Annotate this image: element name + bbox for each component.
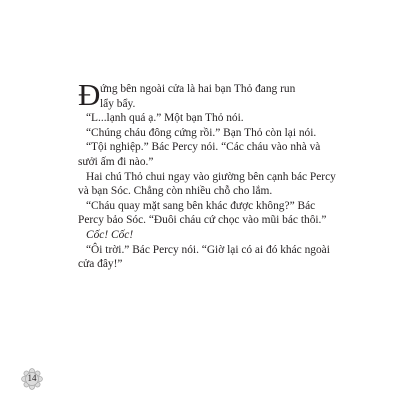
paragraph: “Ôi trời.” Bác Percy nói. “Giờ lại có ai đó khác ngoài cửa đây!” — [78, 243, 330, 271]
paragraph: “Cháu quay mặt sang bên khác được không?” Bác Percy bảo Sóc. “Đuôi cháu cứ chọc vào mũi bác thôi.” — [78, 199, 327, 227]
paragraph: “Chúng cháu đông cứng rồi.” Bạn Thỏ còn lại nói. — [86, 126, 317, 139]
drop-cap: Đ — [78, 77, 101, 112]
page-number: 14 — [27, 373, 37, 383]
story-text — [78, 77, 340, 272]
paragraph: Hai chú Thỏ chui ngay vào giường bên cạnh bác Percy và bạn Sóc. Chẳng còn nhiều chỗ cho lắm. — [78, 170, 336, 198]
knock-sound: Cốc! Cốc! — [86, 228, 134, 241]
page-number-badge — [21, 368, 43, 390]
opening-paragraph — [78, 77, 340, 112]
opening-line-continued: lẩy bẩy. — [100, 97, 136, 110]
opening-line: ứng bên ngoài cửa là hai bạn Thỏ đang run — [100, 83, 296, 95]
paragraph: “L...lạnh quá ạ.” Một bạn Thỏ nói. — [86, 112, 244, 125]
paragraph: “Tội nghiệp.” Bác Percy nói. “Các cháu vào nhà và sưởi ấm đi nào.” — [78, 141, 321, 168]
